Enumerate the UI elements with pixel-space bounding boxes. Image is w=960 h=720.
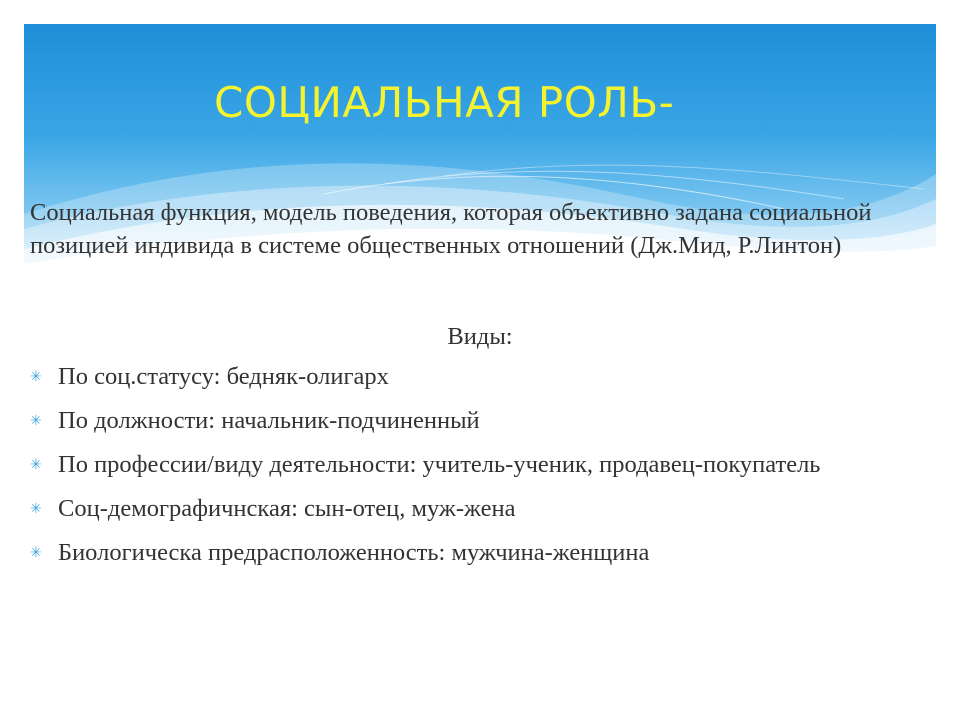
list-item-text: По соц.статусу: бедняк-олигарх — [58, 363, 389, 390]
list-item — [30, 494, 930, 524]
asterisk-icon: ✳ — [30, 501, 42, 517]
list-item-text: По должности: начальник-подчиненный — [58, 407, 480, 434]
list-item — [30, 538, 930, 568]
list-item — [30, 406, 930, 436]
list-item-text: Биологическа предрасположенность: мужчина-женщина — [58, 539, 650, 566]
list-item-text: По профессии/виду деятельности: учитель-ученик, продавец-покупатель — [58, 451, 821, 478]
asterisk-icon: ✳ — [30, 369, 42, 385]
list-item — [30, 362, 930, 392]
asterisk-icon: ✳ — [30, 413, 42, 429]
types-heading: Виды: — [447, 323, 513, 350]
asterisk-icon: ✳ — [30, 545, 42, 561]
slide-title: СОЦИАЛЬНАЯ РОЛЬ- — [214, 78, 675, 127]
definition-text: Социальная функция, модель поведения, которая объективно задана социальной позицией индивида в системе общественных отношений (Дж.Мид, Р.Линтон) — [30, 199, 872, 259]
types-list — [30, 362, 930, 582]
list-item — [30, 450, 930, 480]
asterisk-icon: ✳ — [30, 457, 42, 473]
list-item-text: Соц-демографичнская: сын-отец, муж-жена — [58, 495, 516, 522]
